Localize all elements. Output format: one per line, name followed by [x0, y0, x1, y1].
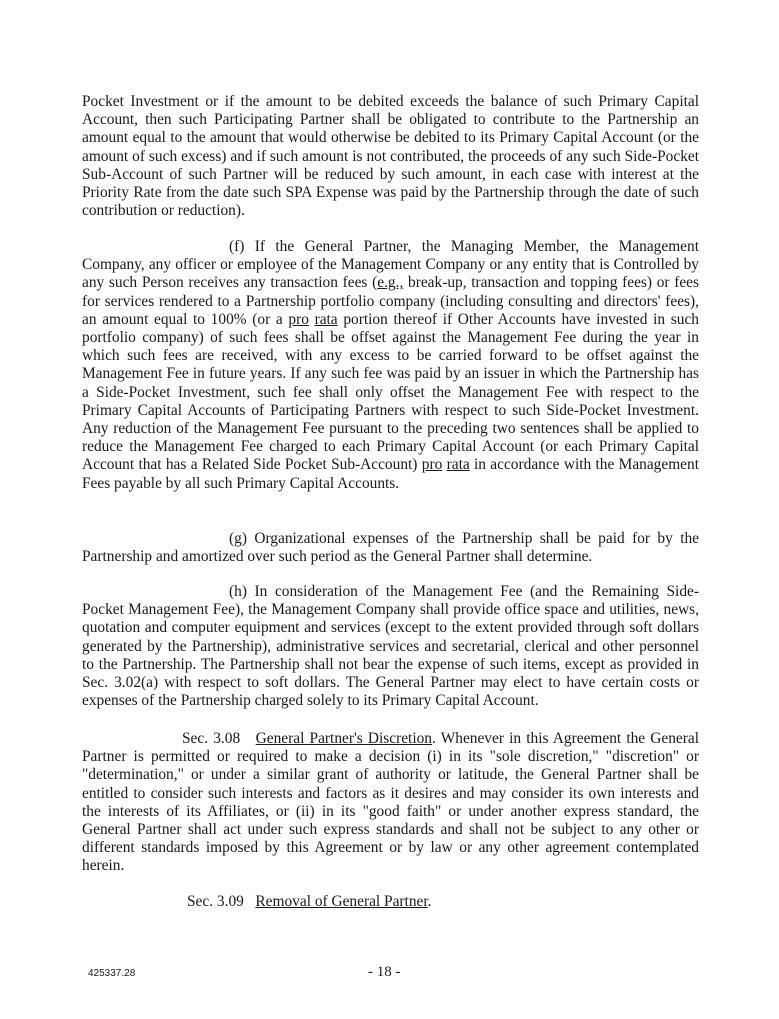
paragraph-g	[82, 530, 699, 566]
underlined-term: rata	[446, 456, 470, 474]
section-body: . Whenever in this Agreement the General Partner is permitted or required to make a decision (i) in its "sole discretion," "discretion" or "determination," or under a similar grant of authority or latitude, the General Partner shall be entitled to consider such interests and factors as it desires and may consider its own interests and the interests of its Affiliates, or (ii) in its "good faith" or under another express standard, the General Partner shall act under such express standards and shall not be subject to any other or different standards imposed by this Agreement or by law or any other agreement contemplated herein.	[82, 730, 699, 875]
underlined-term: pro	[421, 456, 443, 474]
underlined-term: pro	[288, 310, 309, 328]
underlined-term: e.g.,	[377, 274, 404, 292]
section-title-period: .	[427, 893, 432, 910]
paragraph-continuation	[82, 93, 699, 220]
text-run: break-up, transaction and topping fees) or fees for services rendered to a Partnership portfolio company (including consulting and directors' fees), an amount equal to 100% (or a	[82, 274, 699, 328]
section-title: General Partner's Discretion	[255, 730, 432, 747]
section-3-09	[187, 893, 432, 911]
paragraph-f	[82, 238, 699, 493]
paragraph-h	[82, 583, 699, 710]
underlined-term: rata	[314, 310, 338, 328]
document-id: 425337.28	[88, 968, 136, 979]
section-3-08	[82, 730, 699, 876]
text-run: portion thereof if Other Accounts have invested in such portfolio company) of such fees shall be offset against the Management Fee during the year in which such fees are received, with any excess to be carried forward to be offset against the Management Fee in future years. If any such fee was paid by an issuer in which the Partnership has a Side-Pocket Investment, such fee shall only offset the Management Fee with respect to the Primary Capital Accounts of Participating Partners with respect to such Side-Pocket Investment. Any reduction of the Management Fee pursuant to the preceding two sentences shall be applied to reduce the Management Fee charged to each Primary Capital Account (or each Primary Capital Account that has a Related Side Pocket Sub-Account)	[82, 310, 699, 474]
section-number: Sec. 3.08	[182, 730, 241, 747]
paragraph-text: Pocket Investment or if the amount to be debited exceeds the balance of such Primary Capital Account, then such Participating Partner shall be obligated to contribute to the Partnership an amount equal to the amount that would otherwise be debited to its Primary Capital Account (or the amount of such excess) and if such amount is not contributed, the proceeds of any such Side-Pocket Sub-Account of such Partner will be reduced by such amount, in each case with interest at the Priority Rate from the date such SPA Expense was paid by the Partnership through the date of such contribution or reduction).	[82, 93, 699, 220]
section-number: Sec. 3.09	[187, 893, 244, 910]
section-title: Removal of General Partner	[255, 893, 428, 910]
paragraph-text: (h) In consideration of the Management Fee (and the Remaining Side-Pocket Management Fee), the Management Company shall provide office space and utilities, news, quotation and computer equipment and services (except to the extent provided through soft dollars generated by the Partnership), administrative services and secretarial, clerical and other personnel to the Partnership. The Partnership shall not bear the expense of such items, except as provided in Sec. 3.02(a) with respect to soft dollars. The General Partner may elect to have certain costs or expenses of the Partnership charged solely to its Primary Capital Account.	[82, 583, 699, 710]
page-number: - 18 -	[368, 964, 401, 980]
text-run: (f) If the General Partner, the Managing Member, the Management Company, any officer or employee of the Management Company or any entity that is Controlled by any such Person receives any transaction fees (	[82, 238, 699, 292]
text-run: in accordance with the Management Fees payable by all such Primary Capital Accounts.	[82, 456, 699, 492]
paragraph-text: (g) Organizational expenses of the Partnership shall be paid for by the Partnership and amortized over such period as the General Partner shall determine.	[82, 530, 699, 566]
